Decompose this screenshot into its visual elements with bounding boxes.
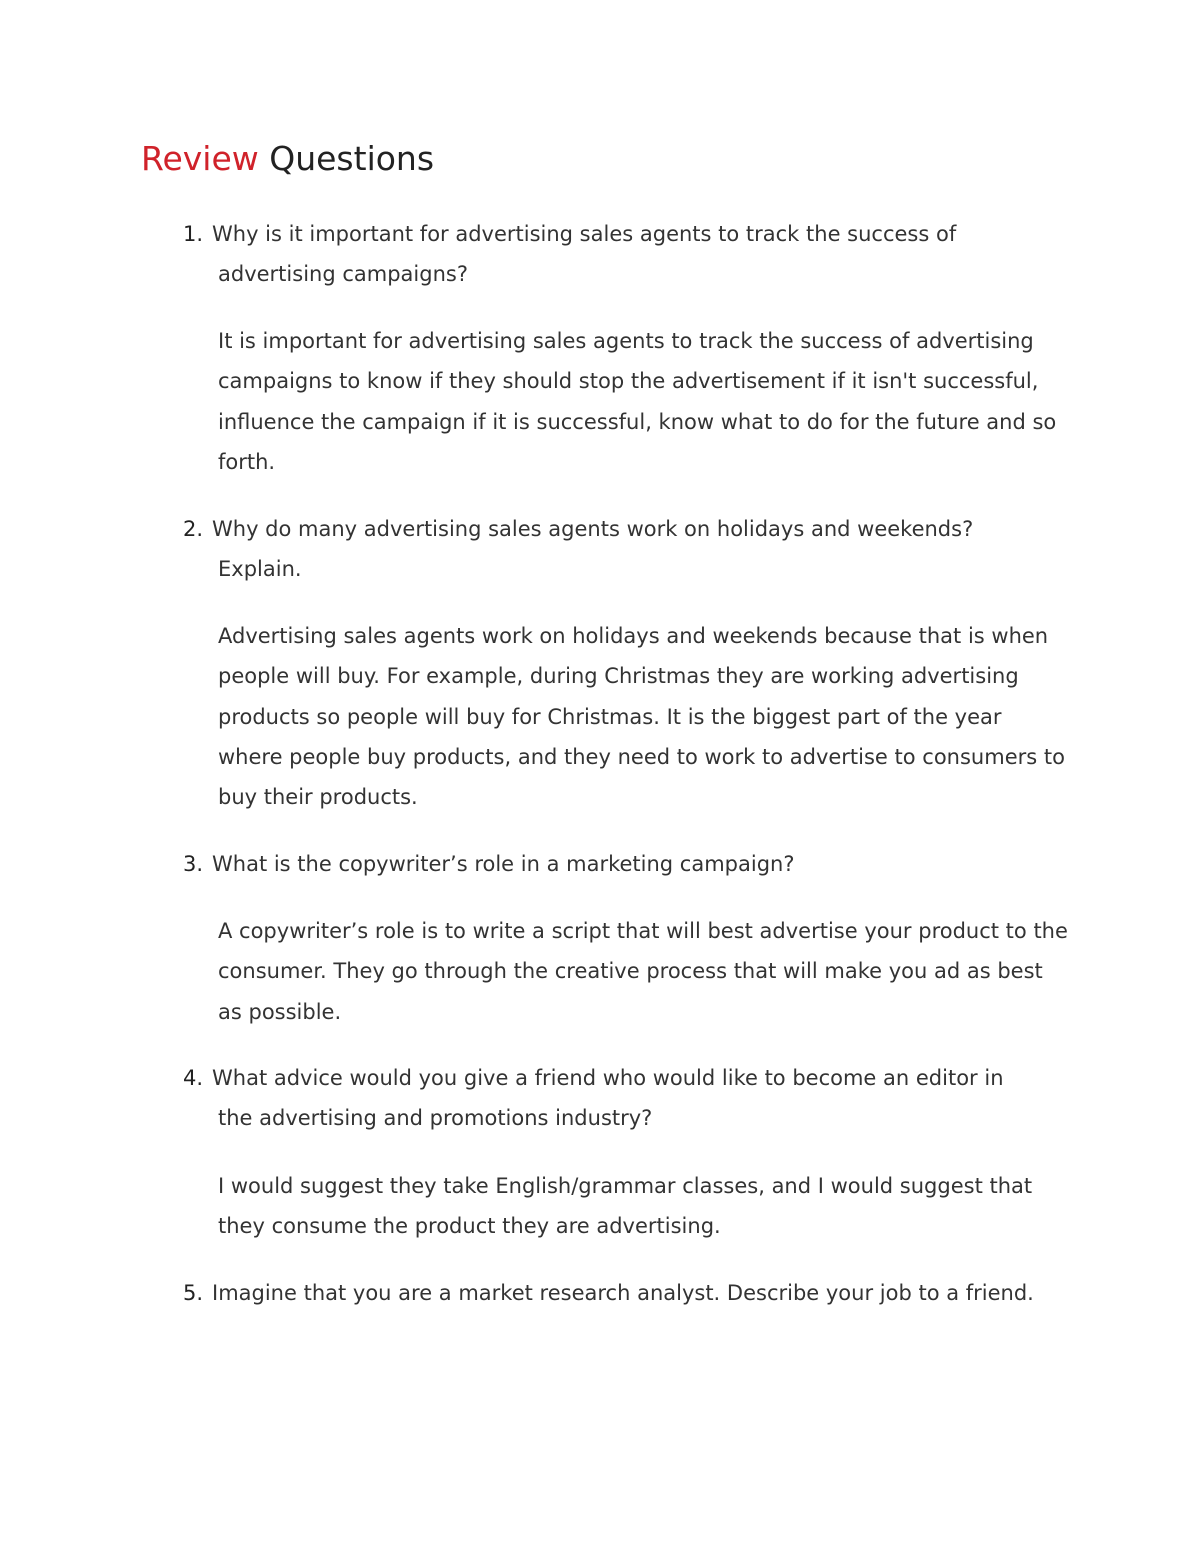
question-text-line1: Why do many advertising sales agents work on holidays and weekends? bbox=[212, 517, 974, 541]
question-4 bbox=[183, 1058, 1063, 1138]
question-text-line1: What is the copywriter’s role in a marketing campaign? bbox=[212, 852, 795, 876]
answer-3: A copywriter’s role is to write a script that will best advertise your product to the consumer. They go through the creative process that will make you ad as best as possible. bbox=[218, 919, 1068, 1024]
question-number: 5. bbox=[183, 1281, 204, 1305]
question-2 bbox=[183, 509, 1063, 589]
title-rest: Questions bbox=[258, 139, 435, 178]
title-accent-word: Review bbox=[141, 139, 259, 178]
question-number: 4. bbox=[183, 1066, 204, 1090]
page-title bbox=[141, 137, 434, 181]
question-3 bbox=[183, 844, 1063, 884]
answer-2: Advertising sales agents work on holidays and weekends because that is when people will buy. For example, during Christmas they are working advertising products so people will buy for Christmas. It is the biggest part of the year where people buy products, and they need to work to advertise to consumers to buy their products. bbox=[218, 624, 1065, 810]
question-number: 3. bbox=[183, 852, 204, 876]
question-text-line1: What advice would you give a friend who would like to become an editor in bbox=[212, 1066, 1004, 1090]
question-number: 1. bbox=[183, 222, 204, 246]
question-number: 2. bbox=[183, 517, 204, 541]
answer-1: It is important for advertising sales agents to track the success of advertising campaigns to know if they should stop the advertisement if it isn't successful, influence the campaign if it is successful, know what to do for the future and so forth. bbox=[218, 329, 1057, 474]
question-text-line2: Explain. bbox=[218, 557, 302, 581]
answer-4: I would suggest they take English/grammar classes, and I would suggest that they consume the product they are advertising. bbox=[218, 1174, 1033, 1239]
question-text-line2: advertising campaigns? bbox=[218, 262, 468, 286]
question-text-line1: Why is it important for advertising sales agents to track the success of bbox=[212, 222, 957, 246]
question-1 bbox=[183, 214, 1063, 294]
question-text-line2: the advertising and promotions industry? bbox=[218, 1106, 653, 1130]
question-5 bbox=[183, 1273, 1063, 1313]
question-text-line1: Imagine that you are a market research analyst. Describe your job to a friend. bbox=[212, 1281, 1034, 1305]
